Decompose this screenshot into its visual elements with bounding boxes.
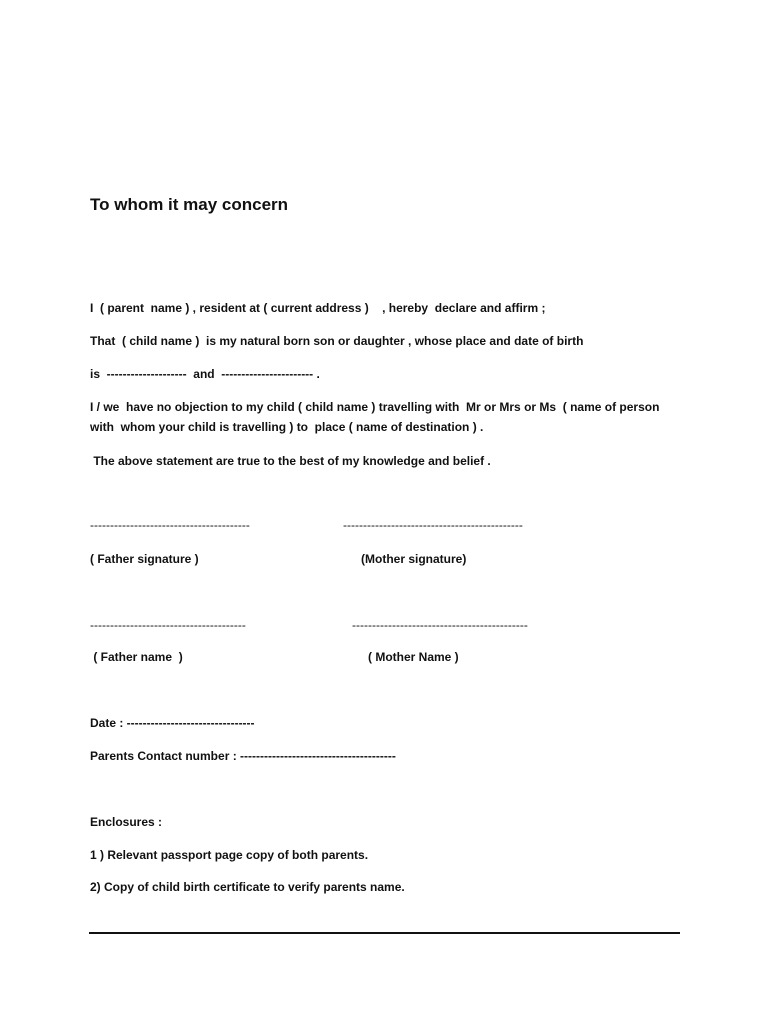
mother-signature-label: (Mother signature): [361, 552, 467, 566]
document-title: To whom it may concern: [90, 195, 289, 214]
enclosure-item-1: 1 ) Relevant passport page copy of both parents.: [90, 848, 369, 862]
enclosures-heading: Enclosures :: [90, 815, 163, 829]
mother-signature-blank: ---------------------------------------------: [343, 518, 523, 532]
father-name-label: ( Father name ): [90, 650, 183, 664]
declaration-line-1: I ( parent name ) , resident at ( current address ) , hereby declare and affirm ;: [90, 301, 546, 315]
date-field: Date : --------------------------------: [90, 716, 255, 730]
mother-name-blank: --------------------------------------------: [352, 618, 528, 632]
declaration-line-4: I / we have no objection to my child ( child name ) travelling with Mr or Mrs or Ms ( name of person: [90, 400, 660, 414]
father-name-blank: ---------------------------------------: [90, 618, 246, 632]
contact-number-field: Parents Contact number : ---------------------------------------: [90, 749, 396, 763]
father-signature-label: ( Father signature ): [90, 552, 199, 566]
declaration-line-5: with whom your child is travelling ) to place ( name of destination ) .: [90, 420, 484, 434]
bottom-rule: [89, 932, 680, 934]
mother-name-label: ( Mother Name ): [368, 650, 459, 664]
declaration-line-3: is -------------------- and ----------------------- .: [90, 367, 320, 381]
declaration-line-2: That ( child name ) is my natural born son or daughter , whose place and date of birth: [90, 334, 584, 348]
father-signature-blank: ----------------------------------------: [90, 518, 250, 532]
enclosure-item-2: 2) Copy of child birth certificate to verify parents name.: [90, 880, 405, 894]
declaration-line-6: The above statement are true to the best of my knowledge and belief .: [90, 454, 491, 468]
